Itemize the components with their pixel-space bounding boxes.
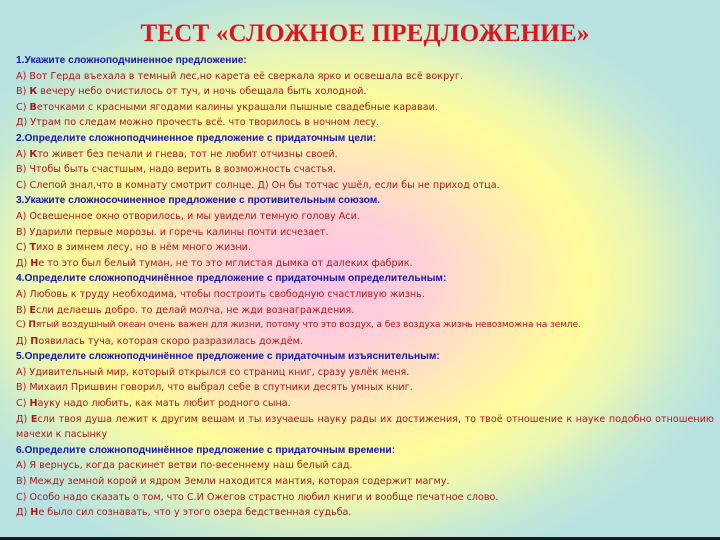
test-content bbox=[16, 53, 716, 521]
question-3-option-c: С) Тихо в зимнем лесу, но в нём много жизни. bbox=[16, 242, 251, 254]
question-4-option-c: С) Пятый воздушный океан очень важен для жизни, потому что это воздух, а без воздуха жизнь невозможна на земле. bbox=[16, 320, 581, 331]
question-4-option-a: А) Любовь к труду необходима, чтобы построить свободную счастливую жизнь. bbox=[16, 288, 425, 300]
question-5-option-a: А) Удивительный мир, который открылся со страниц книг, сразу увлёк меня. bbox=[16, 366, 410, 378]
question-1-option-b: В) К вечеру небо очистилось от туч, и ночь обещала быть холодной. bbox=[16, 86, 367, 98]
question-1-heading: 1.Укажите сложноподчиненное предложение: bbox=[16, 55, 247, 66]
question-1-option-a: А) Вот Герда въехала в темный лес,но карета её сверкала ярко и освешала всё вокруг. bbox=[16, 70, 463, 82]
question-5-option-b: В) Михаил Пришвин говорил, что выбрал себе в спутники десять умных книг. bbox=[16, 382, 413, 394]
question-6-option-a: А) Я вернусь, когда раскинет ветви по-весеннему наш белый сад. bbox=[16, 460, 353, 472]
question-4-option-d: Д) Появилась туча, которая скоро разразилась дождём. bbox=[16, 335, 303, 347]
question-3-option-a: А) Освешенное окно отворилось, и мы увидели темную голову Аси. bbox=[16, 210, 360, 222]
question-2-option-a: А) Кто живет без печали и гнева, тот не любит отчизны своей. bbox=[16, 148, 338, 160]
question-1-option-c: С) Веточками с красными ягодами калины украшали пышные свадебные караваи. bbox=[16, 101, 438, 113]
question-4-option-b: В) Если делаешь добро. то делай молча, не жди вознаграждения. bbox=[16, 304, 355, 316]
question-3-option-d: Д) Не то это был белый туман, не то это мглистая дымка от далеких фабрик. bbox=[16, 257, 413, 269]
question-5-option-d: Д) Если твоя душа лежит к другим вешам и ты изучаешь науку рады их достижения, то твоё отношение к науке подобно отношению мачехи к пасынку bbox=[16, 413, 715, 441]
question-5-heading: 5.Определите сложноподчинённое предложение с придаточным изъяснительным: bbox=[16, 351, 440, 363]
slide-title: ТЕСТ «СЛОЖНОЕ ПРЕДЛОЖЕНИЕ» bbox=[140, 20, 590, 47]
question-5-option-c: С) Науку надо любить, как мать любит родного сына. bbox=[16, 398, 291, 410]
question-3-option-b: В) Ударили первые морозы. и горечь калины почти исчезает. bbox=[16, 226, 329, 238]
question-2-option-c: С) Слепой знал,что в комнату смотрит солнце. Д) Он бы тотчас ушёл, если бы не приход отца. bbox=[16, 179, 500, 191]
question-6-heading: 6.Определите сложноподчинённое предложение с придаточным времени: bbox=[16, 444, 396, 456]
question-3-heading: 3.Укажите сложносочиненное предложение с противительным союзом. bbox=[16, 195, 381, 207]
question-4-heading: 4.Определите сложноподчинённое предложение с придаточным определительным: bbox=[16, 273, 447, 285]
question-6-option-d: Д) Не было сил сознавать, что у этого озера бедственная судьба. bbox=[16, 507, 352, 519]
question-6-option-b: В) Между земной корой и ядром Земли находится мантия, которая содержит магму. bbox=[16, 476, 450, 488]
question-1-option-d: Д) Утрам по следам можно прочесть всё. что творилось в ночном лесу. bbox=[16, 117, 380, 129]
question-6-option-c: С) Особо надо сказать о том, что С.И Ожегов страстно любил книги и вообще печатное слово. bbox=[16, 491, 499, 503]
question-2-option-b: В) Чтобы быть счастшым, надо верить в возможность счастья. bbox=[16, 164, 336, 176]
question-2-heading: 2.Определите сложноподчиненное предложение с придаточным цели: bbox=[16, 132, 377, 144]
